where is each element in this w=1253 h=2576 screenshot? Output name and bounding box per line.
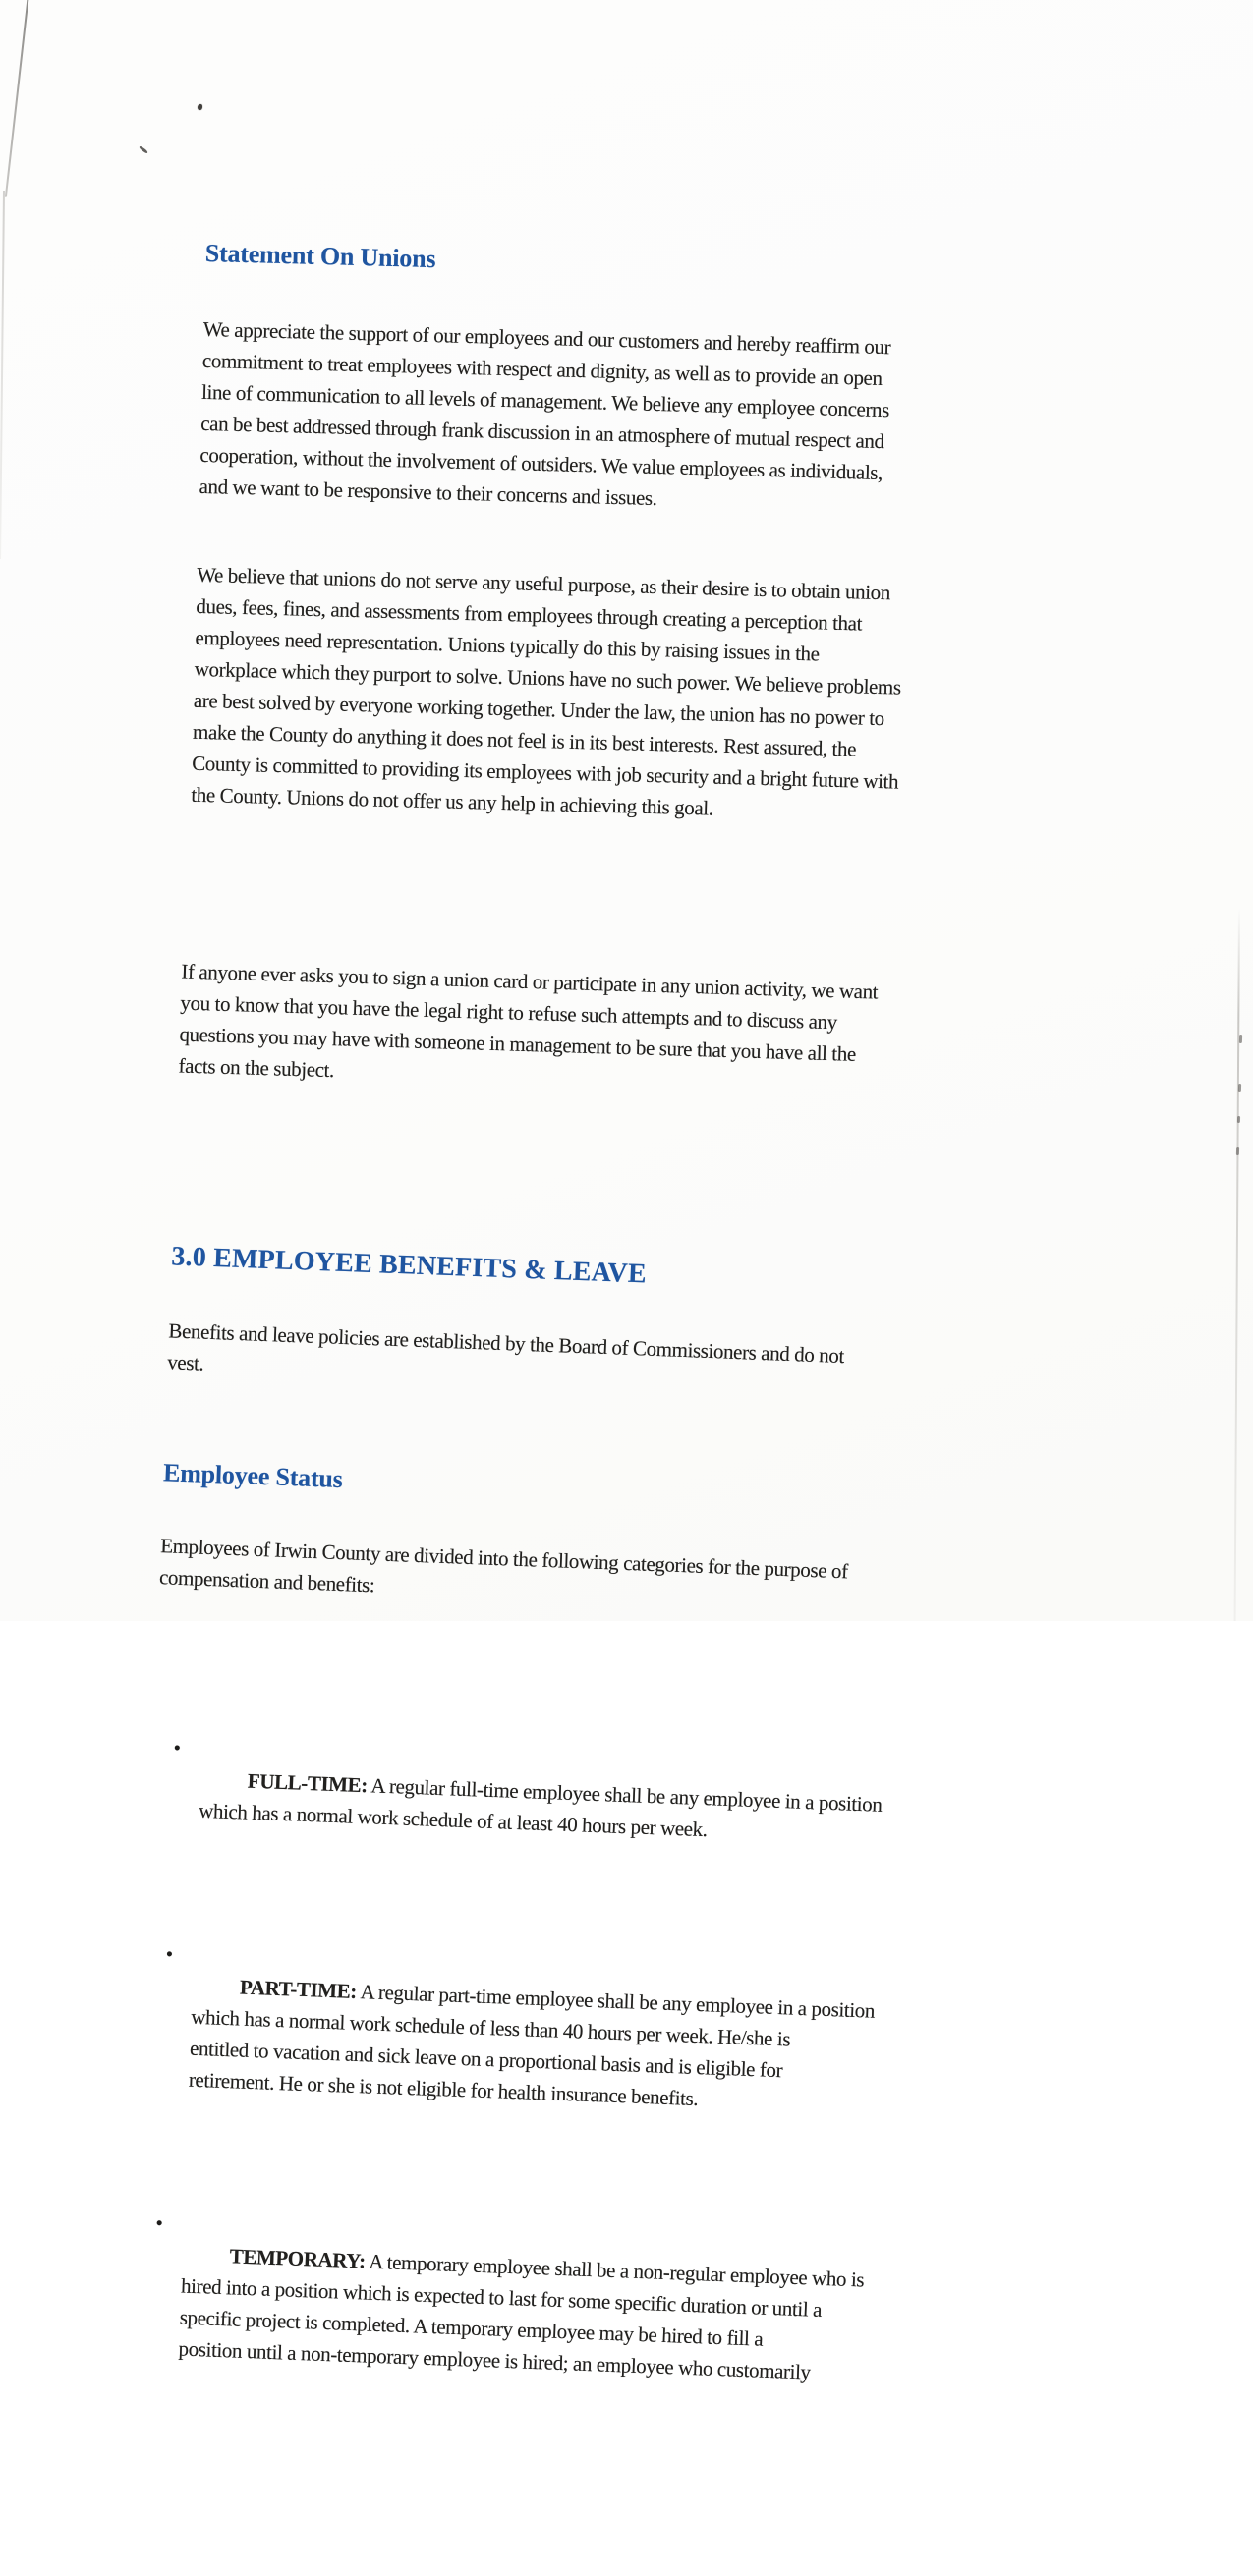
scan-artifact-edge-dash <box>1236 1147 1239 1155</box>
scan-artifact-edge-dash <box>1238 1084 1241 1092</box>
statement-paragraph-1: We appreciate the support of our employees and our customers and hereby reaffirm our commitment to treat employees with respect and dignity, as well as to provide an open line of communication to all levels of management. We believe any employee concerns can be best addressed through frank discussion in an atmosphere of mutual respect and cooperation, without the involvement of outsiders. We value employees as individuals, and we want to be responsive to their concerns and issues. <box>199 316 891 511</box>
bullet-marker: • <box>155 2211 164 2235</box>
category-description: A temporary employee shall be a non-regular employee who is hired into a position which is expected to last for some specific duration or until a specific project is completed. A temporary employee may be hired to fill a position until a non-temporary employee is hired; an employee who customarily <box>178 2249 865 2384</box>
employee-category-list <box>127 1667 1089 2492</box>
statement-on-unions-heading: Statement On Unions <box>204 238 436 274</box>
list-item-part-time <box>139 1936 1079 2160</box>
bullet-marker: • <box>165 1941 174 1966</box>
section-employee-benefits <box>125 1204 1107 2527</box>
statement-paragraph-2: We believe that unions do not serve any useful purpose, as their desire is to obtain union dues, fees, fines, and assessments from employees through creating a perception that employees need representation. Unions typically do this by raising issues in the workplace which they purport to solve. Unions have no such power. We believe problems are best solved by everyone working together. Under the law, the union has no power to make the County do anything it does not feel is in its best interests. Rest assured, the County is committed to providing its employees with job security and a bright future with the County. Unions do not offer us any help in achieving this goal. <box>191 562 902 820</box>
employee-status-intro-paragraph: Employees of Irwin County are divided into the following categories for the purpose of compensation and benefits: <box>158 1534 849 1597</box>
scan-artifact-edge-dash <box>1237 1116 1240 1123</box>
employee-status-heading: Employee Status <box>162 1458 344 1494</box>
document-content <box>129 149 1141 2576</box>
category-term: TEMPORARY: <box>229 2244 367 2273</box>
statement-paragraph-3: If anyone ever asks you to sign a union card or participate in any union activity, we want you to know that you have the legal right to refuse such attempts and to discuss any questions you may have with someone in management to be sure that you have all the facts on the subject. <box>178 959 879 1083</box>
scan-artifact-right-edge-line <box>1234 909 1240 1621</box>
scan-artifact-edge-dash <box>1239 1035 1242 1043</box>
list-item-temporary <box>129 2206 1069 2430</box>
list-item-full-time <box>148 1730 1086 1891</box>
category-term: PART-TIME: <box>239 1975 358 2003</box>
bullet-marker: • <box>173 1735 182 1761</box>
category-term: FULL-TIME: <box>247 1768 369 1798</box>
section-statement-on-unions <box>190 202 1140 870</box>
scan-artifact-ink-speck <box>198 104 202 110</box>
scan-artifact-diagonal-line-faint <box>0 191 5 559</box>
category-description: A regular full-time employee shall be any employee in a position which has a normal work schedule of at least 40 hours per week. <box>198 1773 883 1842</box>
scan-artifact-tick-mark <box>139 145 148 154</box>
scan-artifact-diagonal-line <box>5 0 29 197</box>
employee-benefits-heading: 3.0 EMPLOYEE BENEFITS & LEAVE <box>170 1241 648 1290</box>
category-description: A regular part-time employee shall be any employee in a position which has a normal work schedule of less than 40 hours per week. He/she is entitled to vacation and sick leave on a proportional basis and is eligible for retirement. He or she is not eligible for health insurance benefits. <box>188 1979 876 2111</box>
benefits-intro-paragraph: Benefits and leave policies are established by the Board of Commissioners and do not vest. <box>166 1318 845 1375</box>
section-statement-continued <box>177 921 1116 1145</box>
